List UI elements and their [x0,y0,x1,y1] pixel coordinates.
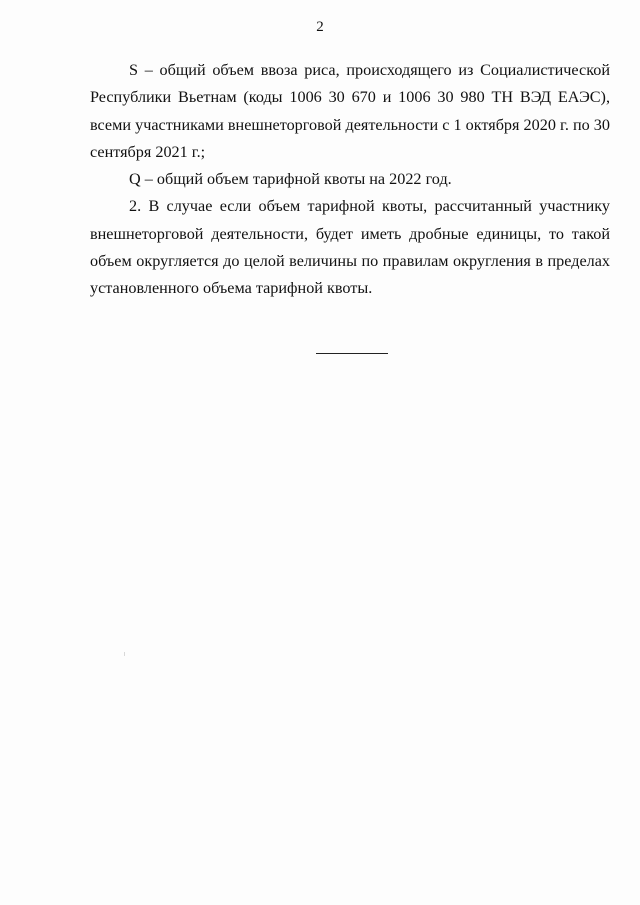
end-divider-line [316,353,388,354]
paragraph-rounding-rule: 2. В случае если объем тарифной квоты, рассчитанный участнику внешнеторговой деятельности, будет иметь дробные единицы, то такой объем округляется до целой величины по правилам округления в пределах установленного объема тарифной квоты. [90,197,610,298]
page-number: 2 [316,19,324,35]
scan-speck [124,652,125,656]
paragraph-q-definition: Q – общий объем тарифной квоты на 2022 год. [129,170,452,189]
paragraph-s-definition: S – общий объем ввоза риса, происходящего из Социалистической Республики Вьетнам (коды 1006 30 670 и 1006 30 980 ТН ВЭД ЕАЭС), всеми участниками внешнеторговой деятельности с 1 октября 2020 г. по 30 сентября 2021 г.; [90,61,610,161]
document-body [90,57,610,303]
